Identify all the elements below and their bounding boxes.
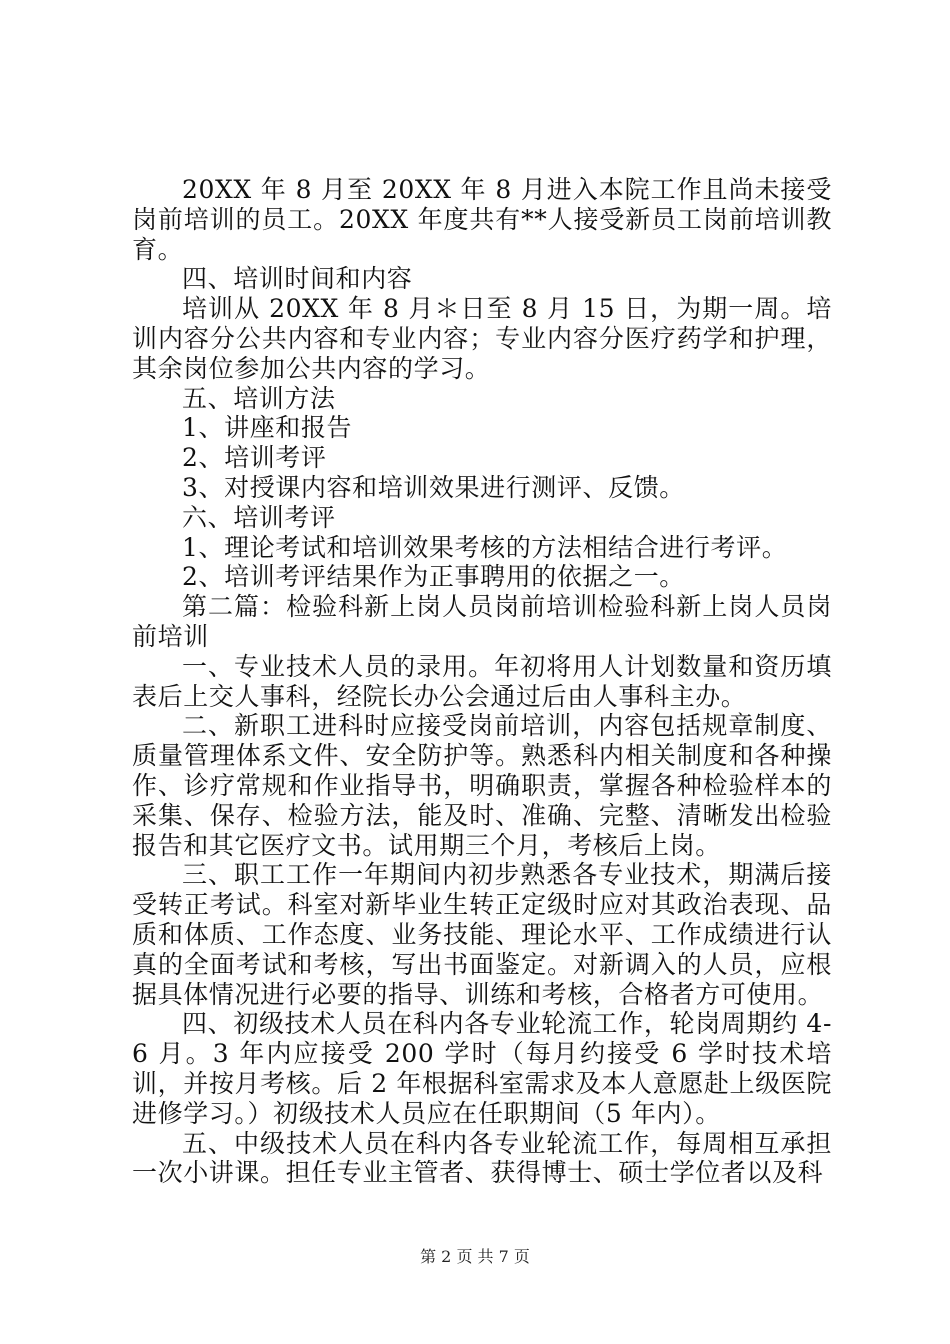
paragraph-probation: 三、职工工作一年期间内初步熟悉各专业技术，期满后接受转正考试。科室对新毕业生转正定级时应对其政治表现、品质和体质、工作态度、业务技能、理论水平、工作成绩进行认真的全面考试和考核，写出书面鉴定。对新调入的人员，应根据具体情况进行必要的指导、训练和考核，合格者方可使用。	[132, 860, 832, 1009]
list-item-assessment-2: 2、培训考评结果作为正事聘用的依据之一。	[182, 562, 685, 592]
list-item-method-2: 2、培训考评	[182, 443, 327, 473]
section-title-part-two: 第二篇：检验科新上岗人员岗前培训检验科新上岗人员岗前培训	[132, 592, 832, 651]
list-item-assessment-1: 1、理论考试和培训效果考核的方法相结合进行考评。	[182, 532, 788, 562]
paragraph-intro: 20XX 年 8 月至 20XX 年 8 月进入本院工作且尚未接受岗前培训的员工。20XX 年度共有**人接受新员工岗前培训教育。	[132, 175, 832, 264]
heading-training-assessment: 六、培训考评	[182, 502, 336, 532]
heading-training-time-content: 四、培训时间和内容	[182, 264, 413, 294]
paragraph-junior-staff: 四、初级技术人员在科内各专业轮流工作，轮岗周期约 4-6 月。3 年内应接受 200 学时（每月约接受 6 学时技术培训，并按月考核。后 2 年根据科室需求及本人意愿赴上级医院进修学习。）初级技术人员应在任职期间（5 年内）。	[132, 1009, 832, 1128]
paragraph-training-time: 培训从 20XX 年 8 月＊日至 8 月 15 日，为期一周。培训内容分公共内容和专业内容；专业内容分医疗药学和护理，其余岗位参加公共内容的学习。	[132, 294, 832, 383]
paragraph-pre-job-training: 二、新职工进科时应接受岗前培训，内容包括规章制度、质量管理体系文件、安全防护等。熟悉科内相关制度和各种操作、诊疗常规和作业指导书，明确职责，掌握各种检验样本的采集、保存、检验方法，能及时、准确、完整、清晰发出检验报告和其它医疗文书。试用期三个月，考核后上岗。	[132, 711, 832, 860]
page-number-footer: 第 2 页 共 7 页	[420, 1247, 530, 1266]
paragraph-recruitment: 一、专业技术人员的录用。年初将用人计划数量和资历填表后上交人事科，经院长办公会通过后由人事科主办。	[132, 651, 832, 711]
heading-training-method: 五、培训方法	[182, 383, 336, 413]
paragraph-intermediate-staff: 五、中级技术人员在科内各专业轮流工作，每周相互承担一次小讲课。担任专业主管者、获得博士、硕士学位者以及科	[132, 1128, 832, 1188]
list-item-method-3: 3、对授课内容和培训效果进行测评、反馈。	[182, 472, 685, 502]
list-item-method-1: 1、讲座和报告	[182, 413, 353, 443]
document-body	[132, 175, 832, 1188]
